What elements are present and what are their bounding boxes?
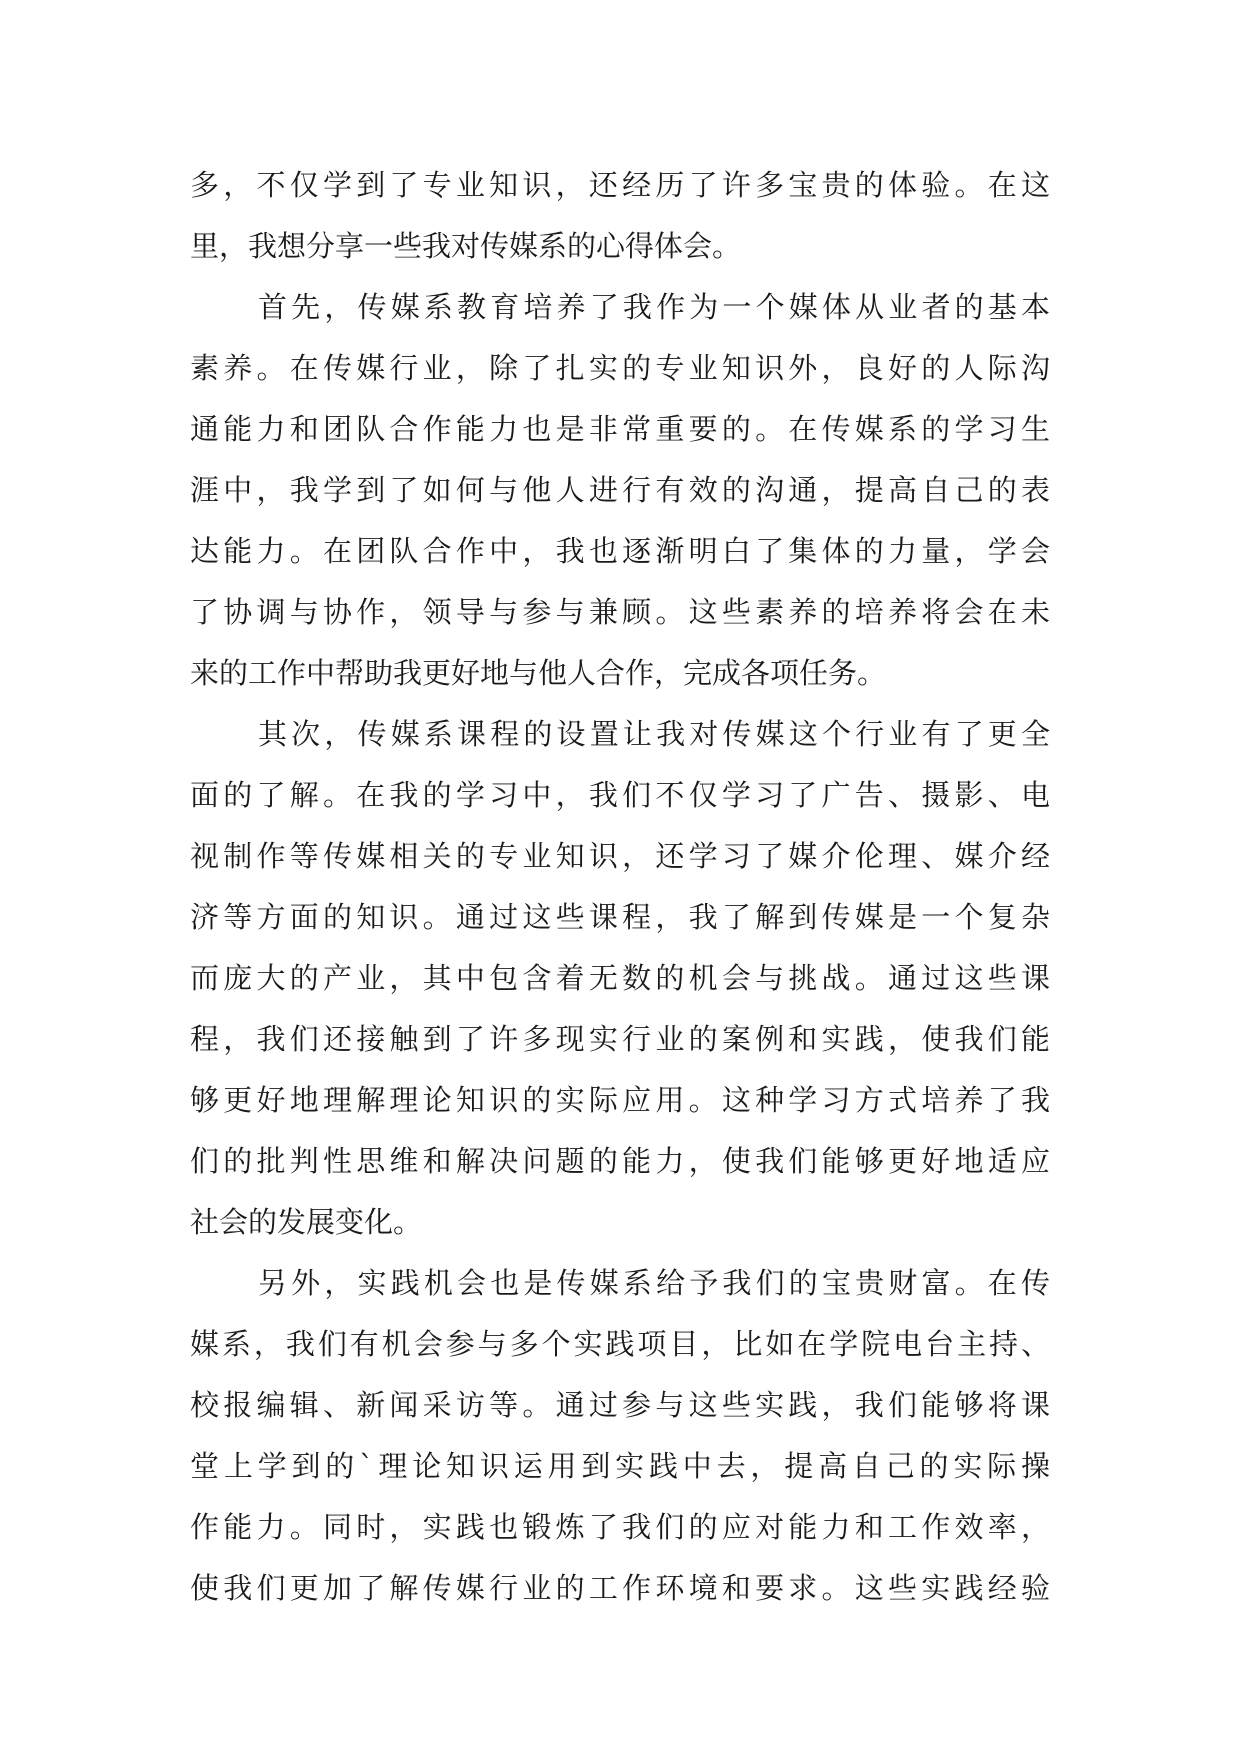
document-line: 校报编辑、新闻采访等。通过参与这些实践，我们能够将课 <box>190 1388 1050 1422</box>
document-line: 达能力。在团队合作中，我也逐渐明白了集体的力量，学会 <box>190 534 1050 568</box>
document-line: 程，我们还接触到了许多现实行业的案例和实践，使我们能 <box>190 1022 1050 1056</box>
document-line: 其次，传媒系课程的设置让我对传媒这个行业有了更全 <box>258 717 1050 751</box>
document-line: 另外，实践机会也是传媒系给予我们的宝贵财富。在传 <box>258 1266 1050 1300</box>
document-line: 多，不仅学到了专业知识，还经历了许多宝贵的体验。在这 <box>190 168 1050 202</box>
document-line: 里，我想分享一些我对传媒系的心得体会。 <box>190 229 742 263</box>
document-line: 视制作等传媒相关的专业知识，还学习了媒介伦理、媒介经 <box>190 839 1050 873</box>
document-line: 济等方面的知识。通过这些课程，我了解到传媒是一个复杂 <box>190 900 1050 934</box>
document-line: 通能力和团队合作能力也是非常重要的。在传媒系的学习生 <box>190 412 1050 446</box>
document-line: 面的了解。在我的学习中，我们不仅学习了广告、摄影、电 <box>190 778 1050 812</box>
document-line: 涯中，我学到了如何与他人进行有效的沟通，提高自己的表 <box>190 473 1050 507</box>
document-line: 社会的发展变化。 <box>190 1205 423 1239</box>
document-line: 作能力。同时，实践也锻炼了我们的应对能力和工作效率， <box>190 1510 1050 1544</box>
document-line: 来的工作中帮助我更好地与他人合作，完成各项任务。 <box>190 656 887 690</box>
document-line: 够更好地理解理论知识的实际应用。这种学习方式培养了我 <box>190 1083 1050 1117</box>
document-line: 们的批判性思维和解决问题的能力，使我们能够更好地适应 <box>190 1144 1050 1178</box>
document-line: 素养。在传媒行业，除了扎实的专业知识外，良好的人际沟 <box>190 351 1050 385</box>
document-line: 使我们更加了解传媒行业的工作环境和要求。这些实践经验 <box>190 1571 1050 1605</box>
document-line: 了协调与协作，领导与参与兼顾。这些素养的培养将会在未 <box>190 595 1050 629</box>
document-line: 而庞大的产业，其中包含着无数的机会与挑战。通过这些课 <box>190 961 1050 995</box>
document-line: 媒系，我们有机会参与多个实践项目，比如在学院电台主持、 <box>190 1327 1050 1361</box>
document-line: 堂上学到的`理论知识运用到实践中去，提高自己的实际操 <box>190 1449 1050 1483</box>
document-body <box>190 155 1050 1619</box>
document-line: 首先，传媒系教育培养了我作为一个媒体从业者的基本 <box>258 290 1050 324</box>
